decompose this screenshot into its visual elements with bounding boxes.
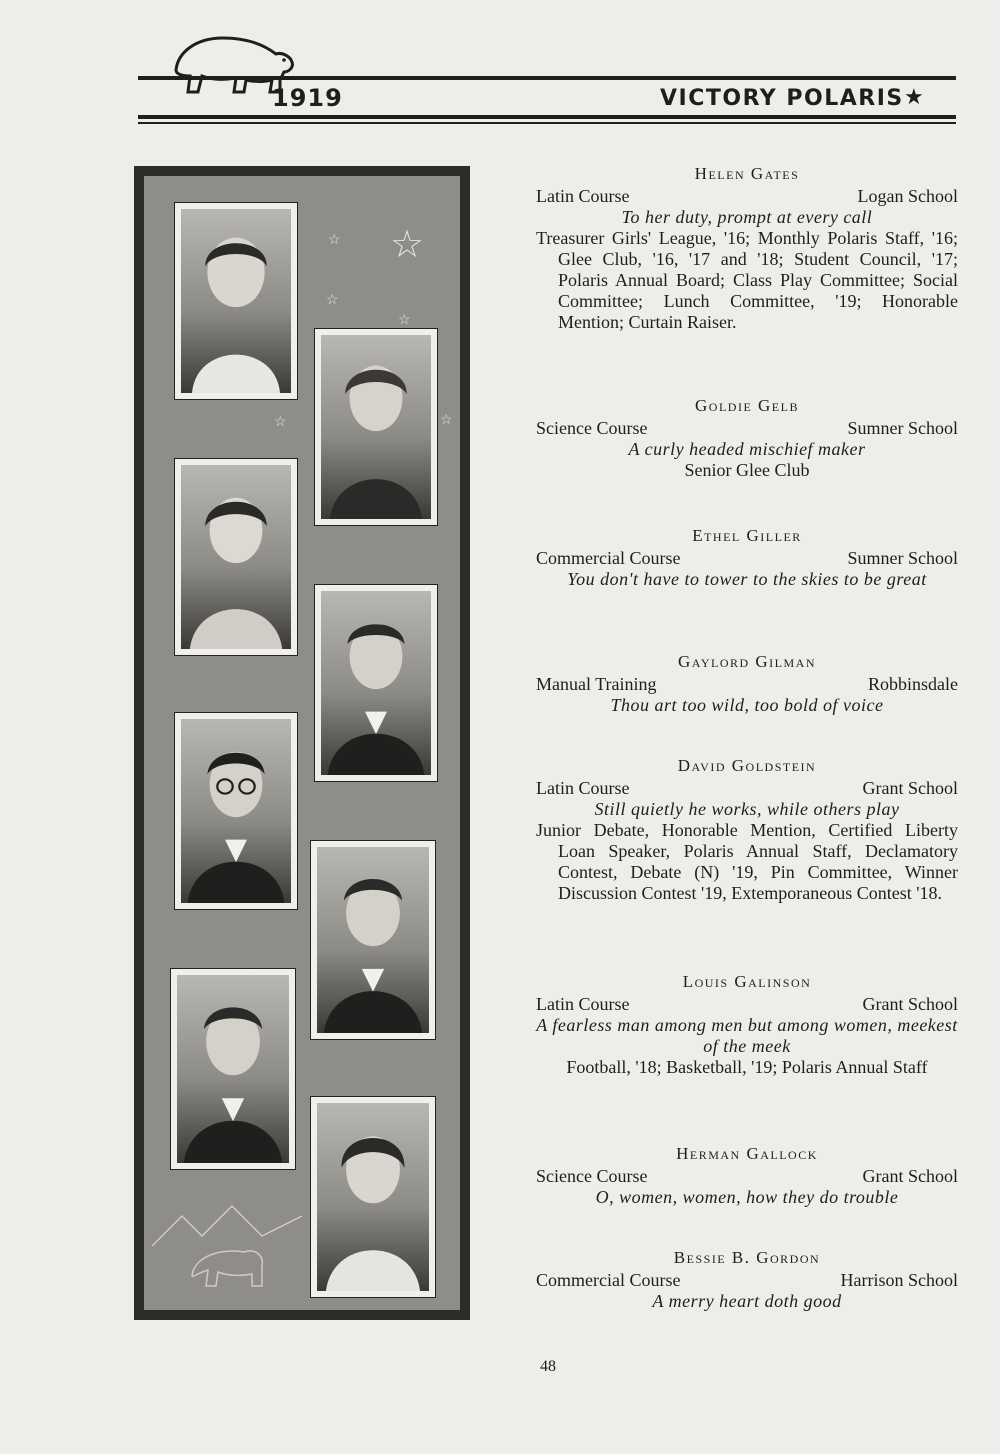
student-course: Latin Course bbox=[536, 994, 630, 1014]
student-activities: Senior Glee Club bbox=[684, 460, 810, 480]
photo-panel bbox=[134, 166, 470, 1320]
course-row bbox=[536, 994, 958, 1015]
portrait-photo bbox=[314, 584, 438, 782]
student-course: Latin Course bbox=[536, 778, 630, 798]
student-name: Goldie Gelb bbox=[695, 396, 799, 415]
student-motto: O, women, women, how they do trouble bbox=[595, 1187, 899, 1207]
student-school: Grant School bbox=[862, 1166, 958, 1186]
course-row bbox=[536, 1270, 958, 1291]
page-header bbox=[138, 30, 960, 130]
student-school: Sumner School bbox=[847, 418, 958, 438]
star-icon: ☆ bbox=[326, 293, 339, 308]
header-rule bbox=[138, 122, 956, 124]
student-name: Louis Galinson bbox=[682, 972, 812, 991]
header-star-icon: ★ bbox=[904, 84, 924, 109]
student-motto: To her duty, prompt at every call bbox=[621, 207, 873, 227]
course-row bbox=[536, 778, 958, 799]
student-school: Harrison School bbox=[840, 1270, 958, 1290]
student-motto: A fearless man among men but among women, meekest of the meek bbox=[536, 1015, 958, 1056]
student-school: Grant School bbox=[862, 994, 958, 1014]
student-activities: Treasurer Girls' League, '16; Monthly Polaris Staff, '16; Glee Club, '16, '17 and '18; Student Council, '17; Polaris Annual Board; Class Play Committee; Social Committee; Lunch Committee, '19; Honorable Mention; Curtain Raiser. bbox=[536, 228, 958, 332]
student-entry bbox=[536, 1248, 958, 1312]
student-course: Manual Training bbox=[536, 674, 657, 694]
portrait-photo bbox=[170, 968, 296, 1170]
student-name: David Goldstein bbox=[677, 756, 817, 775]
student-school: Sumner School bbox=[847, 548, 958, 568]
student-motto: A curly headed mischief maker bbox=[628, 439, 866, 459]
student-name: Bessie B. Gordon bbox=[673, 1248, 821, 1267]
course-row bbox=[536, 674, 958, 695]
student-motto: Thou art too wild, too bold of voice bbox=[610, 695, 884, 715]
student-entry bbox=[536, 1144, 958, 1208]
portrait-photo bbox=[174, 202, 298, 400]
student-school: Robbinsdale bbox=[868, 674, 958, 694]
student-activities: Junior Debate, Honorable Mention, Certified Liberty Loan Speaker, Polaris Annual Staff, Declamatory Contest, Debate (N) '19, Pin Committee, Winner Discussion Contest '19, Extemporaneous Contest '18. bbox=[536, 820, 958, 903]
student-name: Ethel Giller bbox=[692, 526, 802, 545]
student-entry bbox=[536, 652, 958, 716]
portrait-photo bbox=[314, 328, 438, 526]
header-title: VICTORY POLARIS bbox=[660, 86, 904, 111]
student-school: Logan School bbox=[857, 186, 958, 206]
student-course: Science Course bbox=[536, 1166, 648, 1186]
course-row bbox=[536, 186, 958, 207]
student-course: Latin Course bbox=[536, 186, 630, 206]
student-name: Herman Gallock bbox=[676, 1144, 818, 1163]
student-course: Science Course bbox=[536, 418, 648, 438]
student-entry bbox=[536, 972, 958, 1078]
student-activities: Football, '18; Basketball, '19; Polaris Annual Staff bbox=[566, 1057, 928, 1077]
star-icon: ☆ bbox=[274, 415, 287, 430]
student-name: Gaylord Gilman bbox=[677, 652, 817, 671]
course-row bbox=[536, 418, 958, 439]
student-school: Grant School bbox=[862, 778, 958, 798]
student-entry bbox=[536, 756, 958, 904]
bear-sketch-icon bbox=[152, 1186, 302, 1296]
student-course: Commercial Course bbox=[536, 548, 681, 568]
star-icon: ☆ bbox=[398, 313, 411, 328]
header-rule bbox=[138, 115, 956, 119]
portrait-photo bbox=[310, 840, 436, 1040]
student-motto: You don't have to tower to the skies to be great bbox=[567, 569, 927, 589]
course-row bbox=[536, 1166, 958, 1187]
photo-panel-background bbox=[144, 176, 460, 1310]
page-number: 48 bbox=[540, 1358, 556, 1375]
star-icon: ☆ bbox=[390, 224, 425, 266]
student-motto: Still quietly he works, while others play bbox=[594, 799, 900, 819]
star-icon: ☆ bbox=[328, 233, 341, 248]
student-entry bbox=[536, 396, 958, 481]
student-entry bbox=[536, 164, 958, 333]
portrait-photo bbox=[174, 712, 298, 910]
star-icon: ☆ bbox=[440, 413, 453, 428]
student-course: Commercial Course bbox=[536, 1270, 681, 1290]
course-row bbox=[536, 548, 958, 569]
student-entry bbox=[536, 526, 958, 590]
portrait-photo bbox=[174, 458, 298, 656]
student-motto: A merry heart doth good bbox=[652, 1291, 842, 1311]
header-year: 1919 bbox=[272, 84, 343, 112]
header-rule bbox=[138, 76, 956, 80]
student-name: Helen Gates bbox=[694, 164, 800, 183]
portrait-photo bbox=[310, 1096, 436, 1298]
